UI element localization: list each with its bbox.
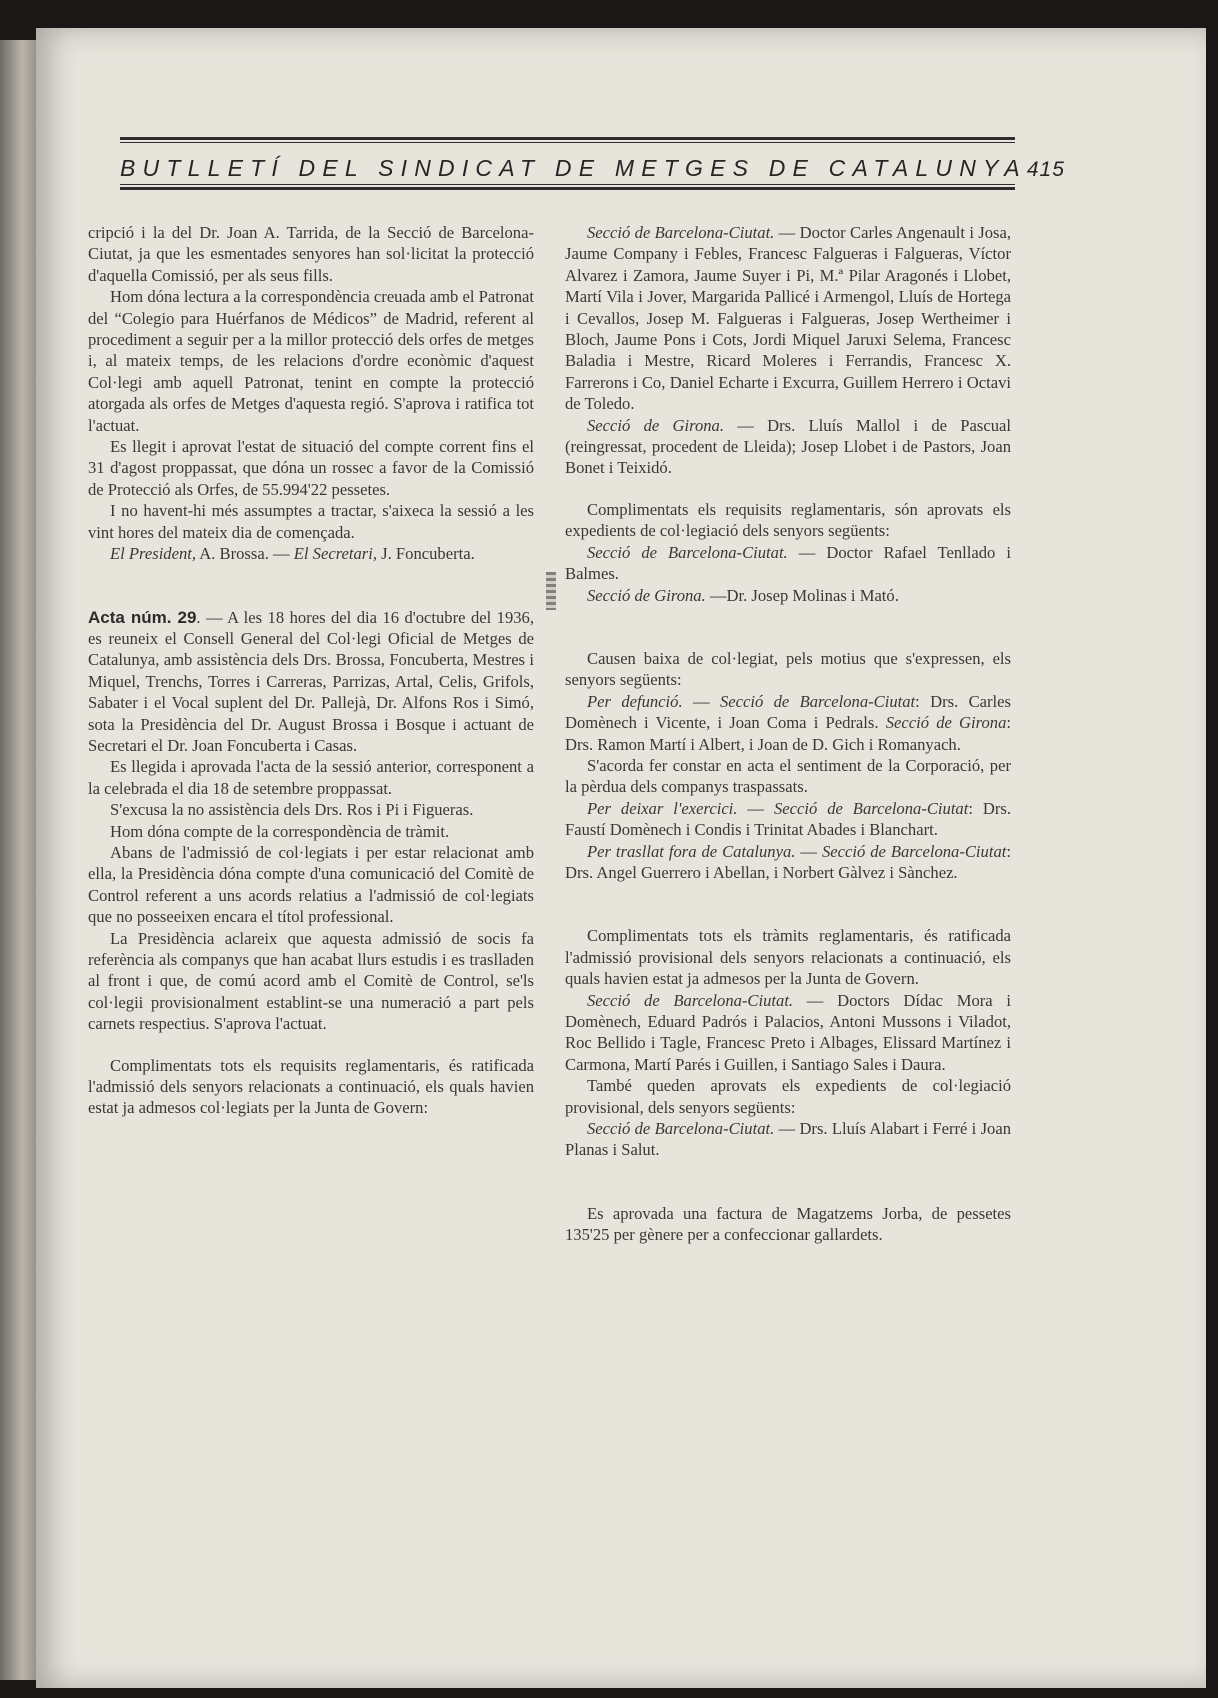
- section-entry: [565, 542, 1011, 585]
- section-entry: [565, 691, 1011, 755]
- header-rule-top: [120, 137, 1015, 140]
- section-label: Secció de Barcelona-Ciutat: [773, 798, 969, 818]
- paragraph: Complimentats els requisits reglamentaris, són aprovats els expedients de col·legiació dels senyors següents:: [565, 499, 1011, 541]
- paragraph: S'excusa la no assistència dels Drs. Ros i Pi i Figueras.: [110, 800, 474, 820]
- signature-line: [88, 543, 534, 564]
- dash: —: [737, 798, 774, 818]
- section-text: — Drs. Lluís Mallol i de Pascual (reingressat, procedent de Lleida); Josep Llobet i de Pastors, Joan Bonet i Teixidó.: [565, 415, 1011, 478]
- section-text: : Drs. Angel Guerrero i Abellan, i Norbert Gàlvez i Sànchez.: [565, 841, 1011, 882]
- page-number: 415: [1026, 158, 1065, 181]
- paragraph: Causen baixa de col·legiat, pels motius que s'expressen, els senyors següents:: [565, 648, 1011, 690]
- left-page-edge: [0, 40, 40, 1680]
- section-text: —Dr. Josep Molinas i Mató.: [705, 585, 899, 605]
- margin-ornament: [546, 572, 556, 610]
- left-column: [88, 222, 534, 1119]
- paragraph: La Presidència aclareix que aquesta admissió de socis fa referència als companys que han acabat llurs estudis i es traslladen al front i que, de comú acord amb el Comitè de Control, se'ls col·legii provisionalment establint-se una numeració a part pels carnets respectius. S'aprova l'actuat.: [88, 928, 534, 1034]
- section-text: — Doctor Carles Angenault i Josa, Jaume Company i Febles, Francesc Falgueras i Falgueras, Víctor Alvarez i Zamora, Jaume Suyer i Pi, M.ª Pilar Aragonés i Llobet, Martí Vila i Jover, Margarida Pallicé i Armengol, Lluís de Hortega i Cevallos, Josep M. Falgueras i Falgueras, Josep Wertheimer i Bloch, Jaume Pons i Cots, Jordi Miquel Jaruxi Selema, Francesc Baladia i Mestre, Ricard Moleres i Ferrandis, Francesc X. Farrerons i Co, Daniel Echarte i Excurra, Guillem Herrero i Octavi de Toledo.: [565, 223, 1011, 414]
- paragraph: Hom dóna compte de la correspondència de tràmit.: [110, 821, 450, 841]
- paragraph: S'acorda fer constar en acta el sentiment de la Corporació, per la pèrdua dels companys traspassats.: [565, 755, 1011, 797]
- section-label: Secció de Girona.: [587, 585, 706, 605]
- secretary-role: El Secretari,: [293, 544, 378, 564]
- acta-text: . — A les 18 hores del dia 16 d'octubre del 1936, es reuneix el Consell General del Col·legi Oficial de Metges de Catalunya, amb assistència dels Drs. Brossa, Foncuberta, Mestres i Miquel, Trenchs, Torres i Carreras, Parrizas, Artal, Celis, Grifols, Sabater i el Vocal suplent del Dr. Pallejà, Dr. Alfons Ros i Simó, sota la Presidència del Dr. August Brossa i Bosque i actuant de Secretari el Dr. Joan Foncuberta i Casas.: [88, 607, 534, 755]
- paragraph: Es llegit i aprovat l'estat de situació del compte corrent fins el 31 d'agost proppassat, que dóna un rossec a favor de la Comissió de Protecció als Orfes, de 55.994'22 pessetes.: [88, 437, 534, 499]
- section-label: Per defunció.: [587, 691, 683, 711]
- section-label: Secció de Girona: [885, 713, 1007, 733]
- paragraph: Es aprovada una factura de Magatzems Jorba, de pessetes 135'25 per gènere per a confeccionar gallardets.: [565, 1203, 1011, 1245]
- paragraph: Es llegida i aprovada l'acta de la sessió anterior, corresponent a la celebrada el dia 18 de setembre proppassat.: [88, 757, 534, 798]
- section-label: Secció de Barcelona-Ciutat: [821, 841, 1007, 861]
- paragraph: I no havent-hi més assumptes a tractar, s'aixeca la sessió a les vint hores del mateix dia de començada.: [88, 501, 534, 542]
- section-label: Secció de Barcelona-Ciutat.: [587, 223, 775, 242]
- header-rule-bottom: [120, 187, 1015, 190]
- section-label: Secció de Barcelona-Ciutat.: [587, 542, 788, 562]
- section-label: Per trasllat fora de Catalunya.: [587, 841, 796, 861]
- section-entry: [565, 585, 1011, 606]
- paragraph: Complimentats tots els requisits reglamentaris, és ratificada l'admissió dels senyors relacionats a continuació, els quals havien estat ja admesos col·legiats per la Junta de Govern:: [88, 1055, 534, 1118]
- section-text: : Drs. Ramon Martí i Albert, i Joan de D. Gich i Romanyach.: [565, 713, 1011, 754]
- section-entry: [565, 415, 1011, 479]
- paragraph: També queden aprovats els expedients de col·legiació provisional, dels senyors següents:: [565, 1076, 1011, 1117]
- section-text: — Drs. Lluís Alabart i Ferré i Joan Planas i Salut.: [565, 1119, 1011, 1160]
- president-role: El President,: [110, 544, 197, 564]
- acta-label: Acta núm. 29: [88, 607, 197, 627]
- section-entry: [565, 990, 1011, 1076]
- paragraph: cripció i la del Dr. Joan A. Tarrida, de la Secció de Barcelona-Ciutat, ja que les esmentades senyores han sol·licitat la protecció d'aquella Comissió, per als seus fills.: [88, 223, 534, 285]
- section-text: — Doctor Rafael Tenllado i Balmes.: [565, 542, 1012, 584]
- section-label: Secció de Barcelona-Ciutat: [719, 691, 916, 711]
- header-rule-bottom-thin: [120, 184, 1015, 185]
- section-text: : Drs. Carles Domènech i Vicente, i Joan Coma i Pedrals.: [565, 691, 1011, 733]
- section-entry: [565, 841, 1011, 884]
- paragraph: Complimentats tots els tràmits reglamentaris, és ratificada l'admissió provisional dels senyors relacionats a continuació, els quals havien estat ja admesos per la Junta de Govern.: [565, 926, 1011, 989]
- section-entry: [565, 222, 1011, 415]
- section-label: Per deixar l'exercici.: [587, 798, 738, 818]
- section-label: Secció de Barcelona-Ciutat.: [587, 990, 794, 1010]
- secretary-name: J. Foncuberta.: [377, 544, 475, 564]
- right-column: [565, 222, 1011, 1246]
- section-label: Secció de Girona.: [587, 415, 724, 435]
- header-rule-top-thin: [120, 142, 1015, 143]
- section-label: Secció de Barcelona-Ciutat.: [587, 1119, 775, 1139]
- section-entry: [565, 1118, 1011, 1161]
- dash: —: [682, 691, 720, 711]
- running-header: [120, 144, 1065, 182]
- section-text: — Doctors Dídac Mora i Domènech, Eduard Padrós i Palacios, Antoni Mussons i Viladot, Roc Bellido i Tagle, Francesc Preto i Albages, Elissard Martínez i Carmona, Martí Parés i Guillen, i Santiago Sales i Daura.: [565, 990, 1011, 1074]
- paragraph: Abans de l'admissió de col·legiats i per estar relacionat amb ella, la Presidència dóna compte d'una comunicació del Comitè de Control referent a uns acords relatius a l'admissió de col·legiats que no posseeixen encara el títol professional.: [88, 842, 534, 927]
- dash: —: [795, 841, 822, 861]
- paragraph: Hom dóna lectura a la correspondència creuada amb el Patronat del “Colegio para Huérfanos de Médicos” de Madrid, referent al procediment a seguir per a la millor protecció dels orfes de metges i, al mateix temps, de les relacions d'ordre econòmic d'aquest Col·legi amb aquell Patronat, tenint en compte la protecció atorgada als orfes de Metges d'aquesta regió. S'aprova i ratifica tot l'actuat.: [88, 287, 534, 435]
- journal-title: BUTLLETÍ DEL SINDICAT DE METGES DE CATALUNYA: [120, 155, 1027, 181]
- president-name: A. Brossa. —: [196, 544, 294, 564]
- section-entry: [565, 798, 1011, 841]
- section-text: : Drs. Faustí Domènech i Condis i Trinitat Abades i Blanchart.: [565, 798, 1012, 840]
- acta-heading-paragraph: [88, 607, 534, 757]
